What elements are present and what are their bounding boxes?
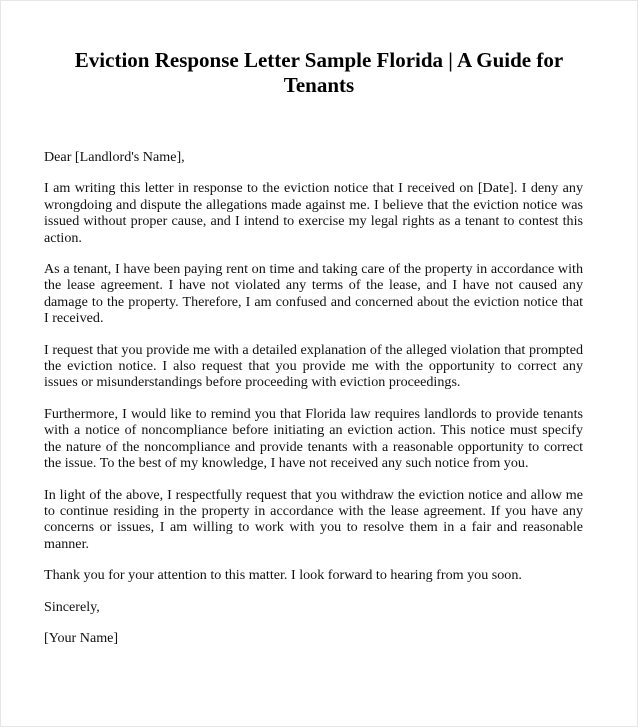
paragraph-response: I am writing this letter in response to the eviction notice that I received on [Date]. I deny any wrongdoing and dispute the allegations made against me. I believe that the eviction notice was issued without proper cause, and I intend to exercise my legal rights as a tenant to contest this action. [44,180,583,246]
salutation: Dear [Landlord's Name], [44,149,185,165]
letter-body [44,149,583,661]
signature: [Your Name] [44,629,119,646]
paragraph-tenant-conduct: As a tenant, I have been paying rent on time and taking care of the property in accordance with the lease agreement. I have not violated any terms of the lease, and I have not caused any damage to the property. Therefore, I am confused and concerned about the eviction notice that I received. [44,261,583,327]
paragraph-thank-you: Thank you for your attention to this matter. I look forward to hearing from you soon. [44,567,522,584]
document-title: Eviction Response Letter Sample Florida | A Guide for Tenants [74,48,564,97]
paragraph-request-explanation: I request that you provide me with a detailed explanation of the alleged violation that prompted the eviction notice. I also request that you provide me with the opportunity to correct any issues or misunderstandings before proceeding with eviction proceedings. [44,341,583,391]
paragraph-withdraw-request: In light of the above, I respectfully request that you withdraw the eviction notice and allow me to continue residing in the property in accordance with the lease agreement. If you have any concerns or issues, I am willing to work with you to resolve them in a fair and reasonable manner. [44,486,583,552]
paragraph-florida-law: Furthermore, I would like to remind you that Florida law requires landlords to provide tenants with a notice of noncompliance before initiating an eviction action. This notice must specify the nature of the noncompliance and provide tenants with a reasonable opportunity to correct the issue. To the best of my knowledge, I have not received any such notice from you. [44,405,583,472]
closing: Sincerely, [44,598,100,615]
